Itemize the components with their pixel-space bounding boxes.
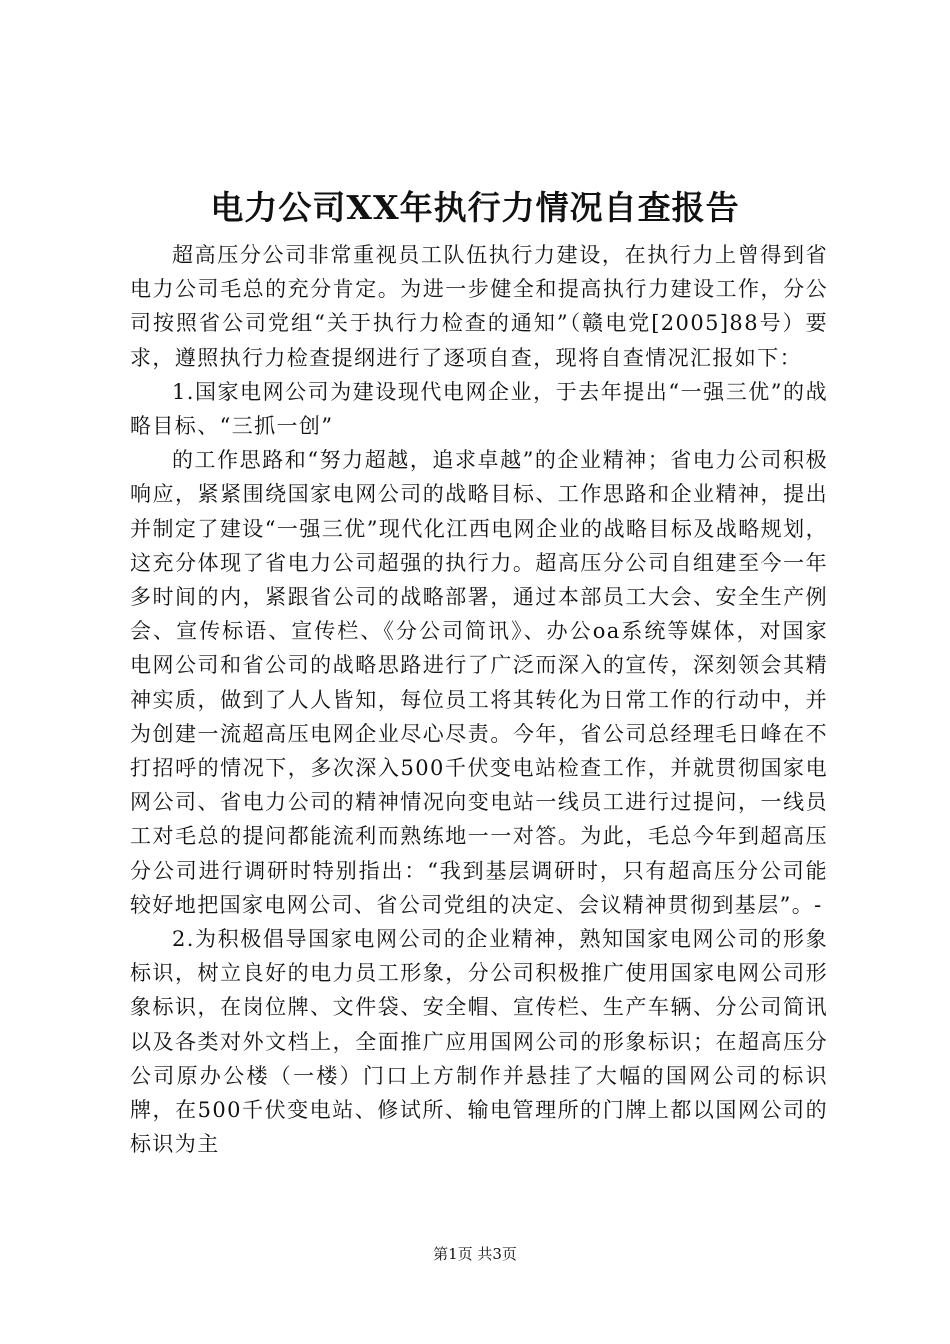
document-title: 电力公司XX年执行力情况自查报告 xyxy=(210,188,740,227)
page-number-footer: 第1页 共3页 xyxy=(433,1245,517,1263)
paragraph-item-1-body: 的工作思路和“努力超越，追求卓越”的企业精神；省电力公司积极响应，紧紧围绕国家电网公司的战略目标、工作思路和企业精神，提出并制定了建设“一强三优”现代化江西电网企业的战略目标及战略规划，这充分体现了省电力公司超强的执行力。超高压分公司自组建至今一年多时间的内，紧跟省公司的战略部署，通过本部员工大会、安全生产例会、宣传标语、宣传栏、《分公司简讯》、办公oa系统等媒体，对国家电网公司和省公司的战略思路进行了广泛而深入的宣传，深刻领会其精神实质，做到了人人皆知，每位员工将其转化为日常工作的行动中，并为创建一流超高压电网企业尽心尽责。今年，省公司总经理毛日峰在不打招呼的情况下，多次深入500千伏变电站检查工作，并就贯彻国家电网公司、省电力公司的精神情况向变电站一线员工进行过提问，一线员工对毛总的提问都能流利而熟练地一一对答。为此，毛总今年到超高压分公司进行调研时特别指出：“我到基层调研时，只有超高压分公司能较好地把国家电网公司、省公司党组的决定、会议精神贯彻到基层”。- xyxy=(130,448,828,917)
paragraph-item-1-heading: 1.国家电网公司为建设现代电网企业，于去年提出“一强三优”的战略目标、“三抓一创” xyxy=(130,379,828,439)
paragraph-item-2: 2.为积极倡导国家电网公司的企业精神，熟知国家电网公司的形象标识，树立良好的电力员工形象，分公司积极推广使用国家电网公司形象标识，在岗位牌、文件袋、安全帽、宣传栏、生产车辆、分公司简讯以及各类对外文档上，全面推广应用国网公司的形象标识；在超高压分公司原办公楼（一楼）门口上方制作并悬挂了大幅的国网公司的标识牌，在500千伏变电站、修试所、输电管理所的门牌上都以国网公司的标识为主 xyxy=(130,927,828,1157)
paragraph-intro: 超高压分公司非常重视员工队伍执行力建设，在执行力上曾得到省电力公司毛总的充分肯定。为进一步健全和提高执行力建设工作，分公司按照省公司党组“关于执行力检查的通知”（赣电党[2005]88号）要求，遵照执行力检查提纲进行了逐项自查，现将自查情况汇报如下： xyxy=(130,243,828,370)
document-body xyxy=(130,238,828,1161)
